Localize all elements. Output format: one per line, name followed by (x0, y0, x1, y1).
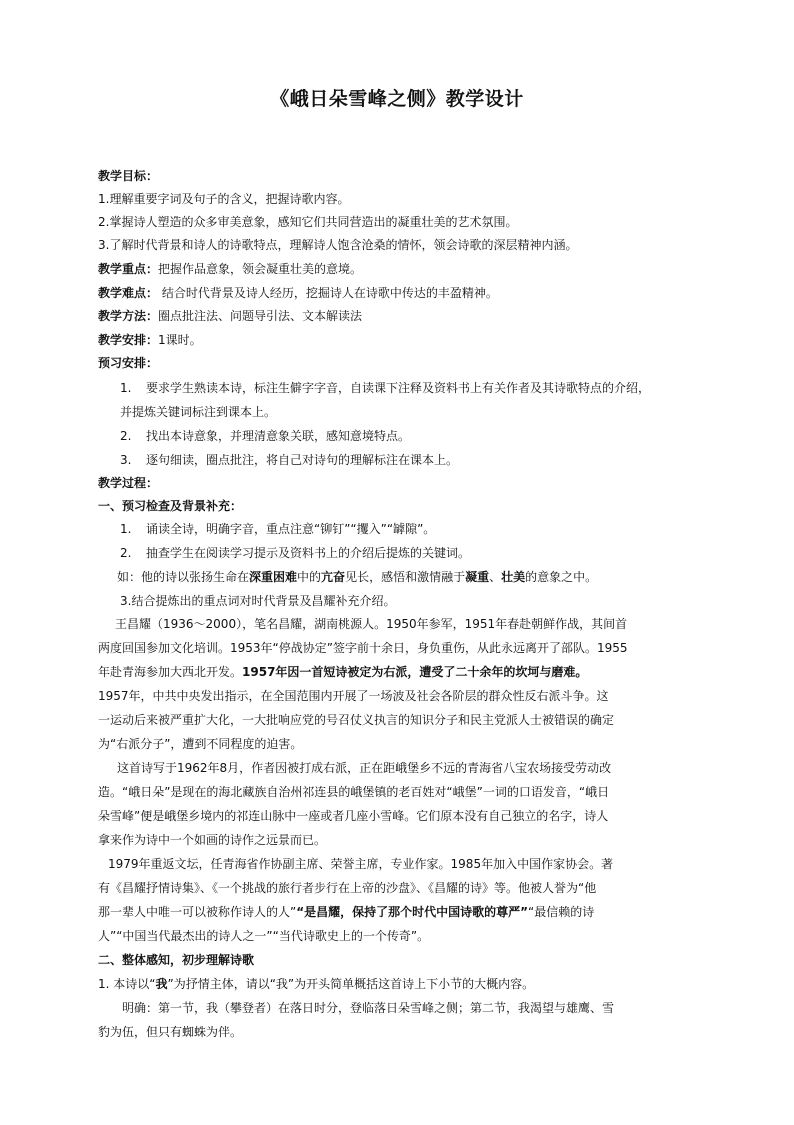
poem-context-line: 朵雪峰”便是峨堡乡境内的祁连山脉中一座或者几座小雪峰。它们原本没有自己独立的名字，诗人 (98, 809, 609, 823)
method-label: 教学方法： (98, 309, 159, 323)
objective-item: 2.掌握诗人塑造的众多审美意象，感知它们共同营造出的凝重壮美的艺术氛围。 (98, 215, 518, 229)
difficulty-label: 教学难点： (98, 286, 159, 300)
bio-line: 年赴青海参加大西北开发。1957年因一首短诗被定为右派，遭受了二十余年的坎坷与磨难。 (98, 665, 588, 679)
method (98, 308, 698, 324)
bio-line: 两度回国参加文化培训。1953年“停战协定”签字前十余日，身负重伤，从此永远离开了部队。1955 (98, 641, 628, 655)
preview-item: 1. 要求学生熟读本诗，标注生僻字字音，自读课下注释及资料书上有关作者及其诗歌特点的介绍， (120, 381, 651, 395)
process-heading: 教学过程： (98, 476, 159, 490)
preview-item: 2. 找出本诗意象，并理清意象关联，感知意境特点。 (120, 429, 411, 443)
history-line: 1957年，中共中央发出指示，在全国范围内开展了一场波及社会各阶层的群众性反右派斗争。这 (98, 689, 609, 703)
difficulty-text: 结合时代背景及诗人经历，挖掘诗人在诗歌中传达的丰盈精神。 (158, 286, 498, 300)
page-title: 《峨日朵雪峰之侧》教学设计 (270, 88, 524, 110)
key-point-text: 把握作品意象，领会凝重壮美的意境。 (158, 262, 363, 276)
preview-item: 3. 逐句细读，圈点批注，将自己对诗句的理解标注在课本上。 (120, 453, 459, 467)
poem-context-line: 这首诗写于1962年8月，作者因被打成右派，正在距峨堡乡不远的青海省八宝农场接受劳动改 (117, 761, 612, 775)
section2-answer: 明确：第一节，我（攀登者）在落日时分，登临落日朵雪峰之侧；第二节，我渴望与雄鹰、雪 (122, 1001, 615, 1015)
objectives-heading: 教学目标： (98, 169, 159, 183)
keyword-example: 如：他的诗以张扬生命在深重困难中的亢奋见长，感悟和激情融于凝重、壮美的意象之中。 (117, 570, 598, 584)
later-line: 人”“中国当代最杰出的诗人之一”“当代诗歌史上的一个传奇”。 (98, 929, 430, 943)
later-line: 那一辈人中唯一可以被称作诗人的人”“是昌耀，保持了那个时代中国诗歌的尊严”“最信赖的诗 (98, 905, 595, 919)
difficulty (98, 285, 698, 301)
key-point (98, 261, 698, 277)
section1-item: 2. 抽查学生在阅读学习提示及资料书上的介绍后提炼的关键词。 (120, 546, 471, 560)
section1-item3: 3.结合提炼出的重点词对时代背景及昌耀补充介绍。 (120, 594, 396, 608)
schedule-label: 教学安排： (98, 333, 159, 347)
objective-item: 1.理解重要字词及句子的含义，把握诗歌内容。 (98, 192, 350, 206)
poem-context-line: 造。“峨日朵”是现在的海北藏族自治州祁连县的峨堡镇的老百姓对“峨堡”一词的口语发音，“峨日 (98, 785, 610, 799)
section2-question: 1. 本诗以“我”为抒情主体，请以“我”为开头简单概括这首诗上下小节的大概内容。 (98, 977, 535, 991)
preview-item-cont: 并提炼关键词标注到课本上。 (120, 405, 277, 419)
later-line: 有《昌耀抒情诗集》、《一个挑战的旅行者步行在上帝的沙盘》、《昌耀的诗》等。他被人誉为“他 (98, 881, 597, 895)
key-point-label: 教学重点： (98, 262, 159, 276)
history-line: 为“右派分子”，遭到不同程度的迫害。 (98, 737, 303, 751)
schedule-text: 1课时。 (158, 333, 202, 347)
section2-heading: 二、整体感知，初步理解诗歌 (98, 953, 255, 967)
later-line: 1979年重返文坛，任青海省作协副主席、荣誉主席，专业作家。1985年加入中国作家协会。著 (108, 857, 614, 871)
method-text: 圈点批注法、问题导引法、文本解读法 (158, 309, 363, 323)
objective-item: 3.了解时代背景和诗人的诗歌特点，理解诗人饱含沧桑的情怀，领会诗歌的深层精神内涵。 (98, 238, 578, 252)
preview-heading: 预习安排： (98, 356, 159, 370)
schedule (98, 332, 698, 348)
bio-line: 王昌耀（1936～2000），笔名昌耀，湖南桃源人。1950年参军，1951年春赴朝鲜作战，其间首 (115, 617, 628, 631)
poem-context-line: 拿来作为诗中一个如画的诗作之远景而已。 (98, 833, 327, 847)
section1-heading: 一、预习检查及背景补充： (98, 499, 243, 513)
section2-answer: 豹为伍，但只有蜘蛛为伴。 (98, 1025, 243, 1039)
section1-item: 1. 诵读全诗，明确字音，重点注意“铆钉”“攫入”“罅隙”。 (120, 522, 436, 536)
history-line: 一运动后来被严重扩大化，一大批响应党的号召仗义执言的知识分子和民主党派人士被错误的确定 (98, 713, 615, 727)
